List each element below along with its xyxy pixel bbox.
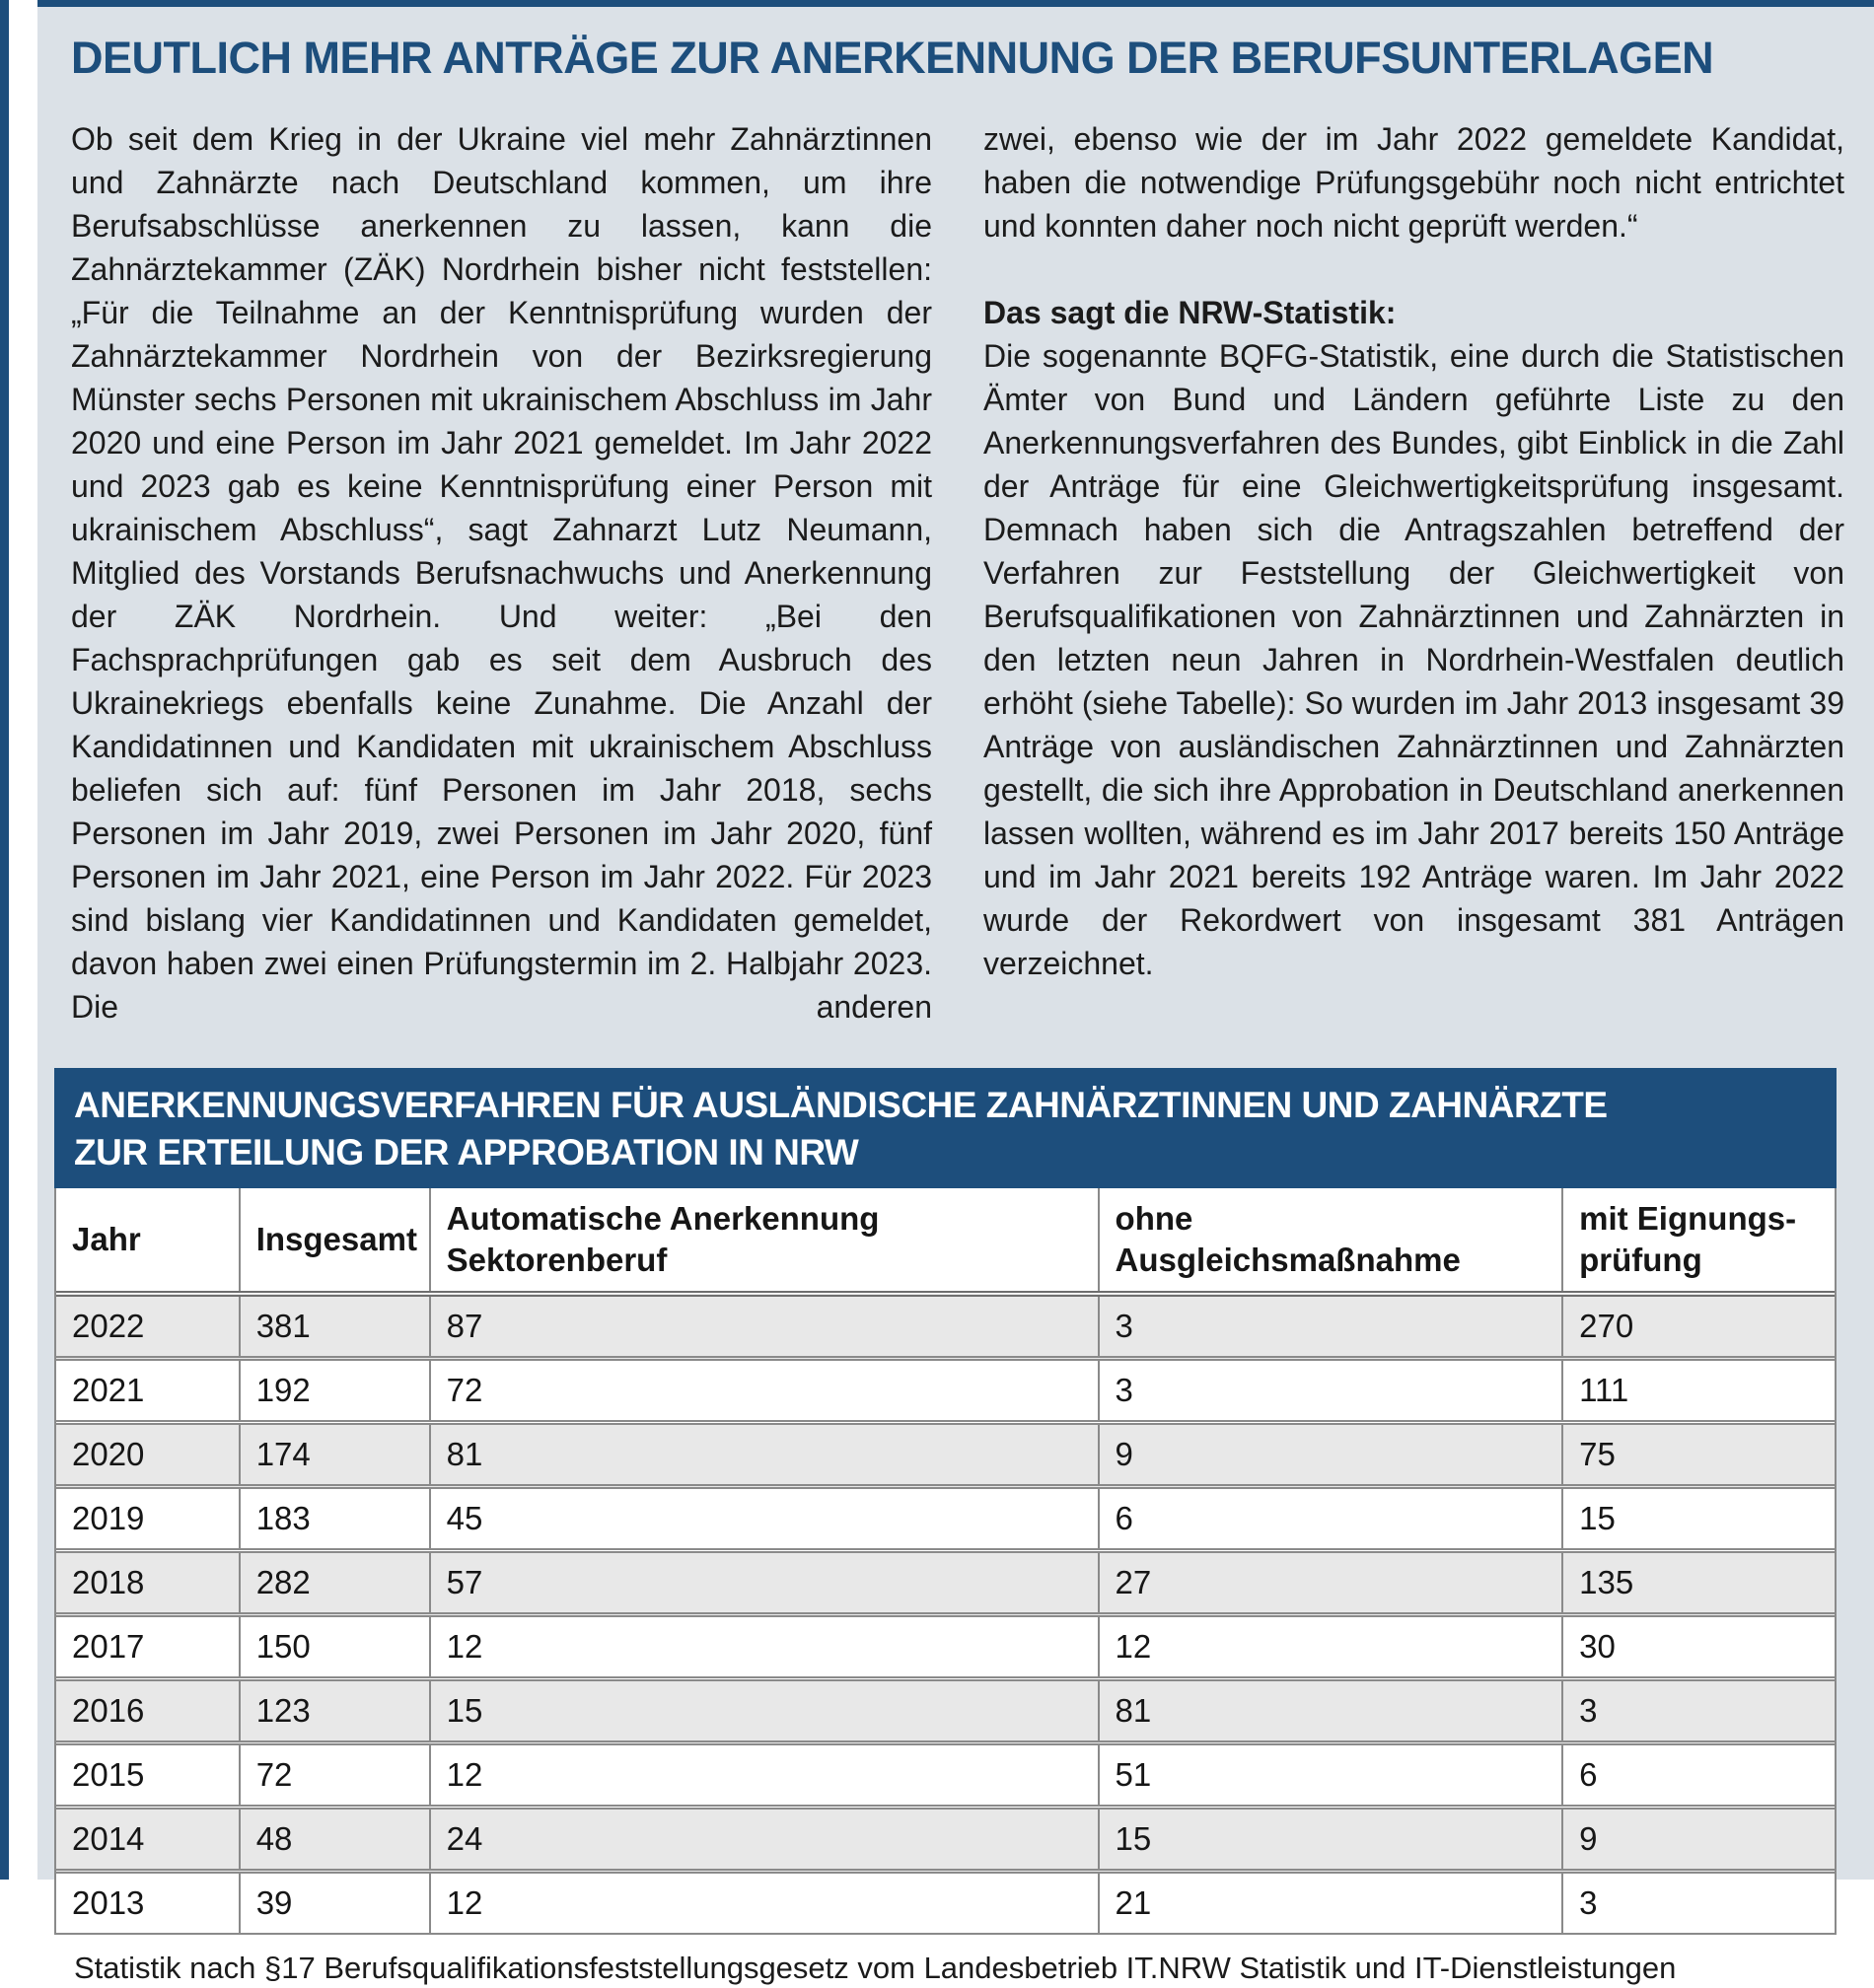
table-cell: 39 [240, 1872, 430, 1934]
column-header-insgesamt: Insgesamt [240, 1188, 430, 1294]
table-cell: 57 [430, 1551, 1099, 1615]
table-cell: 15 [1562, 1487, 1835, 1551]
table-cell: 15 [430, 1679, 1099, 1743]
table-frame [54, 1188, 1837, 1935]
page-title: DEUTLICH MEHR ANTRÄGE ZUR ANERKENNUNG DER BERUFSUNTERLAGEN [71, 33, 1714, 83]
article-column-right [983, 117, 1844, 1029]
table-cell: 3 [1562, 1679, 1835, 1743]
table-cell: 3 [1099, 1359, 1563, 1423]
section-subheading: Das sagt die NRW-Statistik: [983, 295, 1397, 330]
table-cell: 2019 [56, 1487, 240, 1551]
table-cell: 51 [1099, 1743, 1563, 1808]
table-cell: 72 [240, 1743, 430, 1808]
table-row [56, 1294, 1835, 1359]
table-cell: 9 [1562, 1808, 1835, 1872]
table-cell: 45 [430, 1487, 1099, 1551]
left-accent-stripe [0, 0, 9, 1880]
statistics-table [56, 1188, 1835, 1933]
table-cell: 135 [1562, 1551, 1835, 1615]
table-source-note: Statistik nach §17 Berufsqualifikationsfeststellungsgesetz vom Landesbetrieb IT.NRW Statistik und IT-Dienstleistungen [74, 1951, 1677, 1985]
table-cell: 9 [1099, 1423, 1563, 1487]
column-header-ohne-ausgleichsmassnahme: ohne Ausgleichsmaßnahme [1099, 1188, 1563, 1294]
table-cell: 87 [430, 1294, 1099, 1359]
table-cell: 2022 [56, 1294, 240, 1359]
table-row [56, 1679, 1835, 1743]
table-row [56, 1423, 1835, 1487]
table-row [56, 1743, 1835, 1808]
table-row [56, 1872, 1835, 1934]
table-cell: 174 [240, 1423, 430, 1487]
body-paragraph: zwei, ebenso wie der im Jahr 2022 gemeldete Kandidat, haben die notwendige Prüfungsgebühr noch nicht entrichtet und konnten daher noch nicht geprüft werden.“ [983, 121, 1844, 244]
table-cell: 72 [430, 1359, 1099, 1423]
column-header-jahr: Jahr [56, 1188, 240, 1294]
table-cell: 75 [1562, 1423, 1835, 1487]
table-cell: 192 [240, 1359, 430, 1423]
table-row [56, 1359, 1835, 1423]
article-column-left [71, 117, 932, 1029]
body-paragraph: Ob seit dem Krieg in der Ukraine viel mehr Zahnärztinnen und Zahnärzte nach Deutschland kommen, um ihre Berufsabschlüsse anerkennen zu lassen, kann die Zahnärztekammer (ZÄK) Nordrhein bisher nicht feststellen: „Für die Teilnahme an der Kenntnisprüfung wurden der Zahnärztekammer Nordrhein von der Bezirksregierung Münster sechs Personen mit ukrainischem Abschluss im Jahr 2020 und eine Person im Jahr 2021 gemeldet. Im Jahr 2022 und 2023 gab es keine Kenntnisprüfung einer Person mit ukrainischem Abschluss“, sagt Zahnarzt Lutz Neumann, Mitglied des Vorstands Berufsnachwuchs und Anerkennung der ZÄK Nordrhein. Und weiter: „Bei den Fachsprachprüfungen gab es seit dem Ausbruch des Ukrainekriegs ebenfalls keine Zunahme. Die Anzahl der Kandidatinnen und Kandidaten mit ukrainischem Abschluss beliefen sich auf: fünf Personen im Jahr 2018, sechs Personen im Jahr 2019, zwei Personen im Jahr 2020, fünf Personen im Jahr 2021, eine Person im Jahr 2022. Für 2023 sind bislang vier Kandidatinnen und Kandidaten gemeldet, davon haben zwei einen Prüfungstermin im 2. Halbjahr 2023. Die anderen [71, 121, 932, 1025]
table-cell: 2021 [56, 1359, 240, 1423]
table-cell: 2013 [56, 1872, 240, 1934]
table-cell: 24 [430, 1808, 1099, 1872]
table-cell: 21 [1099, 1872, 1563, 1934]
table-cell: 6 [1099, 1487, 1563, 1551]
table-cell: 270 [1562, 1294, 1835, 1359]
table-cell: 27 [1099, 1551, 1563, 1615]
table-cell: 2017 [56, 1615, 240, 1679]
table-cell: 150 [240, 1615, 430, 1679]
table-cell: 282 [240, 1551, 430, 1615]
table-cell: 15 [1099, 1808, 1563, 1872]
table-cell: 48 [240, 1808, 430, 1872]
table-row [56, 1551, 1835, 1615]
table-cell: 2014 [56, 1808, 240, 1872]
statistics-table-section [54, 1068, 1837, 1988]
column-header-automatische-anerkennung: Automatische Anerkennung Sektorenberuf [430, 1188, 1099, 1294]
article-page [37, 0, 1874, 1985]
table-cell: 12 [430, 1615, 1099, 1679]
table-cell: 2020 [56, 1423, 240, 1487]
table-cell: 183 [240, 1487, 430, 1551]
table-cell: 6 [1562, 1743, 1835, 1808]
article-body [71, 117, 1844, 1029]
table-cell: 2018 [56, 1551, 240, 1615]
body-paragraph: Die sogenannte BQFG-Statistik, eine durch die Statistischen Ämter von Bund und Ländern geführte Liste zu den Anerkennungsverfahren des Bundes, gibt Einblick in die Zahl der Anträge für eine Gleichwertigkeitsprüfung insgesamt. Demnach haben sich die Antragszahlen betreffend der Verfahren zur Feststellung der Gleichwertigkeit von Berufsqualifikationen von Zahnärztinnen und Zahnärzten in den letzten neun Jahren in Nordrhein-Westfalen deutlich erhöht (siehe Tabelle): So wurden im Jahr 2013 insgesamt 39 Anträge von ausländischen Zahnärztinnen und Zahnärzten gestellt, die sich ihre Approbation in Deutschland anerkennen lassen wollten, während es im Jahr 2017 bereits 150 Anträge und im Jahr 2021 bereits 192 Anträge waren. Im Jahr 2022 wurde der Rekordwert von insgesamt 381 Anträgen verzeichnet. [983, 338, 1844, 981]
table-cell: 381 [240, 1294, 430, 1359]
table-cell: 12 [430, 1743, 1099, 1808]
table-header-row [56, 1188, 1835, 1294]
table-cell: 3 [1562, 1872, 1835, 1934]
table-title-line-1: ANERKENNUNGSVERFAHREN FÜR AUSLÄNDISCHE ZAHNÄRZTINNEN UND ZAHNÄRZTE [74, 1085, 1608, 1125]
table-row [56, 1487, 1835, 1551]
table-cell: 111 [1562, 1359, 1835, 1423]
table-cell: 2015 [56, 1743, 240, 1808]
table-row [56, 1615, 1835, 1679]
table-cell: 81 [1099, 1679, 1563, 1743]
table-cell: 12 [1099, 1615, 1563, 1679]
table-cell: 2016 [56, 1679, 240, 1743]
table-cell: 81 [430, 1423, 1099, 1487]
column-header-mit-eignungspruefung: mit Eignungs-prüfung [1562, 1188, 1835, 1294]
table-cell: 123 [240, 1679, 430, 1743]
table-title-band [54, 1068, 1837, 1188]
table-cell: 12 [430, 1872, 1099, 1934]
table-cell: 30 [1562, 1615, 1835, 1679]
table-cell: 3 [1099, 1294, 1563, 1359]
table-title-line-2: ZUR ERTEILUNG DER APPROBATION IN NRW [74, 1132, 859, 1172]
table-row [56, 1808, 1835, 1872]
